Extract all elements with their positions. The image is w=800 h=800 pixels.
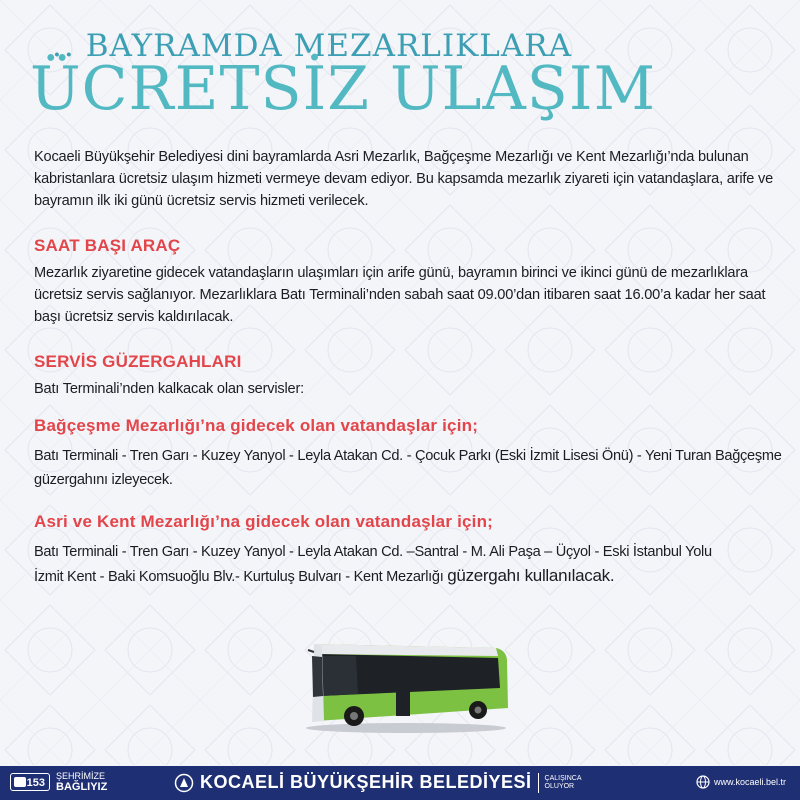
brand-separator — [538, 773, 539, 793]
footer-bar — [0, 766, 800, 800]
globe-icon — [696, 775, 710, 789]
slogan2-line2: OLUYOR — [544, 782, 575, 790]
routes-subtitle: Batı Terminali’nden kalkacak olan servisler: — [34, 381, 304, 397]
section-heading-routes: SERVİS GÜZERGAHLARI — [34, 352, 242, 371]
route2-line2b: güzergahı kullanılacak. — [447, 566, 615, 585]
route1-text: Batı Terminali - Tren Garı - Kuzey Yanyol - Leyla Atakan Cd. - Çocuk Parkı (Eski İzmit Lisesi Önü) - Yeni Turan Bağçeşme güzergahını izleyecek. — [34, 448, 782, 488]
section-heading-hourly: SAAT BAŞI ARAÇ — [34, 236, 181, 255]
slogan2-line1: ÇALIŞINCA — [544, 774, 582, 782]
intro-paragraph: Kocaeli Büyükşehir Belediyesi dini bayramlarda Asri Mezarlık, Bağçeşme Mezarlığı ve Kent Mezarlığı’nda bulunan kabristanlara ücretsiz ulaşım hizmeti vermeye devam ediyor. Bu kapsamda mezarlık ziyareti için vatandaşlara, arife ve bayramın ilk iki günü ücretsiz servis hizmeti verilecek. — [34, 149, 774, 209]
route2-text — [34, 540, 794, 589]
route2-line1: Batı Terminali - Tren Garı - Kuzey Yanyol - Leyla Atakan Cd. –Santral - M. Ali Paşa – Üçyol - Eski İstanbul Yolu — [34, 544, 712, 560]
brand-name: KOCAELİ BÜYÜKŞEHİR BELEDİYESİ — [200, 772, 532, 792]
route2-line2 — [34, 564, 794, 589]
slogan-bold: BAĞLIYIZ — [56, 781, 108, 793]
website-url[interactable]: www.kocaeli.bel.tr — [713, 777, 786, 787]
slogan-left — [56, 771, 107, 793]
slogan-right — [545, 775, 582, 791]
hourly-paragraph: Mezarlık ziyaretine gidecek vatandaşların ulaşımları için arife günü, bayramın birinci ve ikinci günü de mezarlıklara ücretsiz servis sağlanıyor. Mezarlıklara Batı Terminali’nden sabah saat 09.00’dan itibaren saat 16.00’a kadar her saat başı ücretsiz servis kaldırılacak. — [34, 265, 766, 325]
hotline-badge — [10, 773, 50, 791]
title-top-text: BAYRAMDA MEZARLIKLARA — [85, 28, 572, 64]
phone-icon — [14, 777, 26, 787]
slogan-small: ŞEHRİMİZE — [56, 771, 106, 781]
footer-left — [10, 771, 107, 793]
route2-heading: Asri ve Kent Mezarlığı’na gidecek olan vatandaşlar için; — [34, 512, 494, 531]
footer-website[interactable] — [696, 775, 786, 789]
bus-image — [286, 626, 514, 736]
title-dots: .. — [52, 28, 76, 64]
municipality-logo-icon — [174, 773, 194, 793]
footer-brand — [174, 772, 582, 793]
hotline-number: 153 — [26, 777, 45, 789]
route2-line2a: İzmit Kent - Baki Komsuoğlu Blv.- Kurtuluş Bulvarı - Kent Mezarlığı — [34, 569, 444, 585]
route1-heading: Bağçeşme Mezarlığı’na gidecek olan vatandaşlar için; — [34, 416, 479, 435]
title-main: ÜCRETSİZ ULAŞIM — [30, 54, 657, 124]
